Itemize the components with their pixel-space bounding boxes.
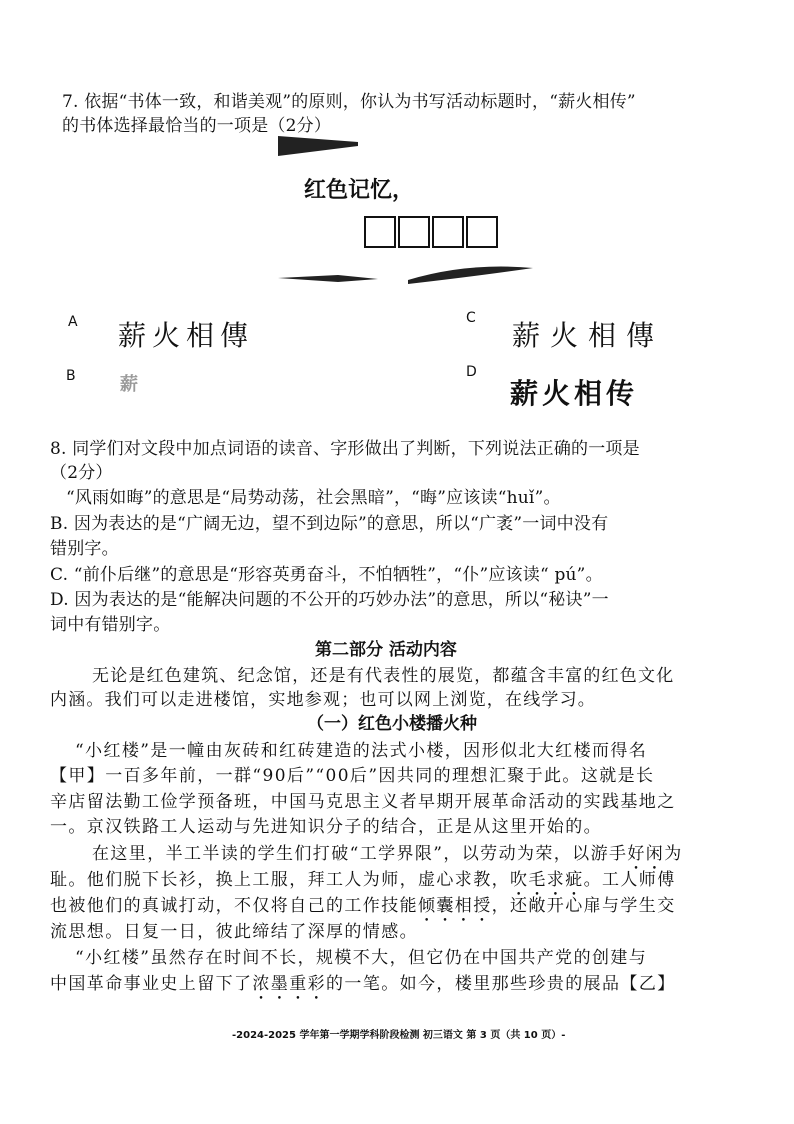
blank-box-3 xyxy=(432,216,464,248)
section1-subheading: （一）红色小楼播火种 xyxy=(307,714,477,734)
para2-line2: 耻。他们脱下长衫，换上工服，拜工人为师，虚心求教，吹毛求疵。工人师傅 xyxy=(50,870,676,890)
para1-line4: 一。京汉铁路工人运动与先进知识分子的结合，正是从这里开始的。 xyxy=(50,817,602,837)
q8-stem-line1: 8. 同学们对文段中加点词语的读音、字形做出了判断，下列说法正确的一项是 xyxy=(50,439,640,459)
dotted-word-qingnangxiangshou: 倾囊相授 xyxy=(418,896,492,916)
banner-bottom-left-stroke xyxy=(278,275,378,282)
q7-option-c-text: 薪火相傳 xyxy=(512,319,665,352)
dotted-word-haoxian: 好闲 xyxy=(627,844,665,864)
part2-intro-line2: 内涵。我们可以走进楼馆，实地参观；也可以网上浏览，在线学习。 xyxy=(50,690,596,710)
para1-line2: 【甲】一百多年前，一群“90后”“00后”因共同的理想汇聚于此。这就是长 xyxy=(50,766,655,786)
q7-option-d-letter: D xyxy=(466,364,477,380)
q8-option-a: “风雨如晦”的意思是“局势动荡，社会黑暗”，“晦”应该读“huǐ”。 xyxy=(66,488,561,508)
q7-option-d-text: 薪火相传 xyxy=(510,377,639,410)
para1-line1: “小红楼”是一幢由灰砖和红砖建造的法式小楼，因形似北大红楼而得名 xyxy=(75,741,648,761)
q7-option-b-text: 薪 xyxy=(120,374,138,395)
blank-box-1 xyxy=(364,216,396,248)
para2-line3: 也被他们的真诚打动，不仅将自己的工作技能倾囊相授，还敞开心扉与学生交 xyxy=(50,896,676,916)
q7-option-c-letter: C xyxy=(466,310,476,326)
blank-box-2 xyxy=(398,216,430,248)
banner-top-stroke xyxy=(278,136,358,156)
para1-line3: 辛店留法勤工俭学预备班，中国马克思主义者早期开展革命活动的实践基地之 xyxy=(50,792,676,812)
q8-option-d-line2: 词中有错别字。 xyxy=(50,615,171,635)
para2-line1: 在这里，半工半读的学生们打破“工学界限”，以劳动为荣，以游手好闲为 xyxy=(92,844,683,864)
para2-line4: 流思想。日复一日，彼此缔结了深厚的情感。 xyxy=(50,922,418,942)
q8-option-b-line1: B. 因为表达的是“广阔无边，望不到边际”的意思，所以“广袤”一词中没有 xyxy=(50,514,609,534)
page-footer: -2024-2025 学年第一学期学科阶段检测 初三语文 第 3 页（共 10 页）- xyxy=(232,1030,566,1041)
q8-option-b-line2: 错别字。 xyxy=(50,539,119,559)
para3-line2: 中国革命事业史上留下了浓墨重彩的一笔。如今，楼里那些珍贵的展品【乙】 xyxy=(50,974,676,994)
q7-option-b-letter: B xyxy=(66,368,76,384)
q8-option-c: C. “前仆后继”的意思是“形容英勇奋斗，不怕牺牲”，“仆”应该读“ pú”。 xyxy=(50,565,603,585)
para3-line1: “小红楼”虽然存在时间不长，规模不大，但它仍在中国共产党的创建与 xyxy=(75,948,648,968)
q8-option-d-line1: D. 因为表达的是“能解决问题的不公开的巧妙办法”的意思，所以“秘诀”一 xyxy=(50,590,609,610)
q7-option-a-text: 薪火相傳 xyxy=(118,319,255,352)
banner-bottom-right-stroke xyxy=(408,267,533,285)
q7-stem-line2: 的书体选择最恰当的一项是（2分） xyxy=(62,116,332,136)
part2-heading: 第二部分 活动内容 xyxy=(315,640,457,660)
dotted-word-chuimaoqiuci: 吹毛求疵 xyxy=(510,870,584,890)
banner-title: 红色记忆， xyxy=(304,177,415,203)
part2-intro-line1: 无论是红色建筑、纪念馆，还是有代表性的展览，都蕴含丰富的红色文化 xyxy=(92,666,675,686)
banner-illustration xyxy=(278,136,538,286)
q7-option-a-letter: A xyxy=(68,314,78,330)
dotted-word-nongmozhongcai: 浓墨重彩 xyxy=(252,974,327,994)
q8-stem-line2: （2分） xyxy=(50,463,113,483)
q7-stem-line1: 7. 依据“书体一致，和谐美观”的原则，你认为书写活动标题时，“薪火相传” xyxy=(62,92,636,112)
blank-box-4 xyxy=(466,216,498,248)
